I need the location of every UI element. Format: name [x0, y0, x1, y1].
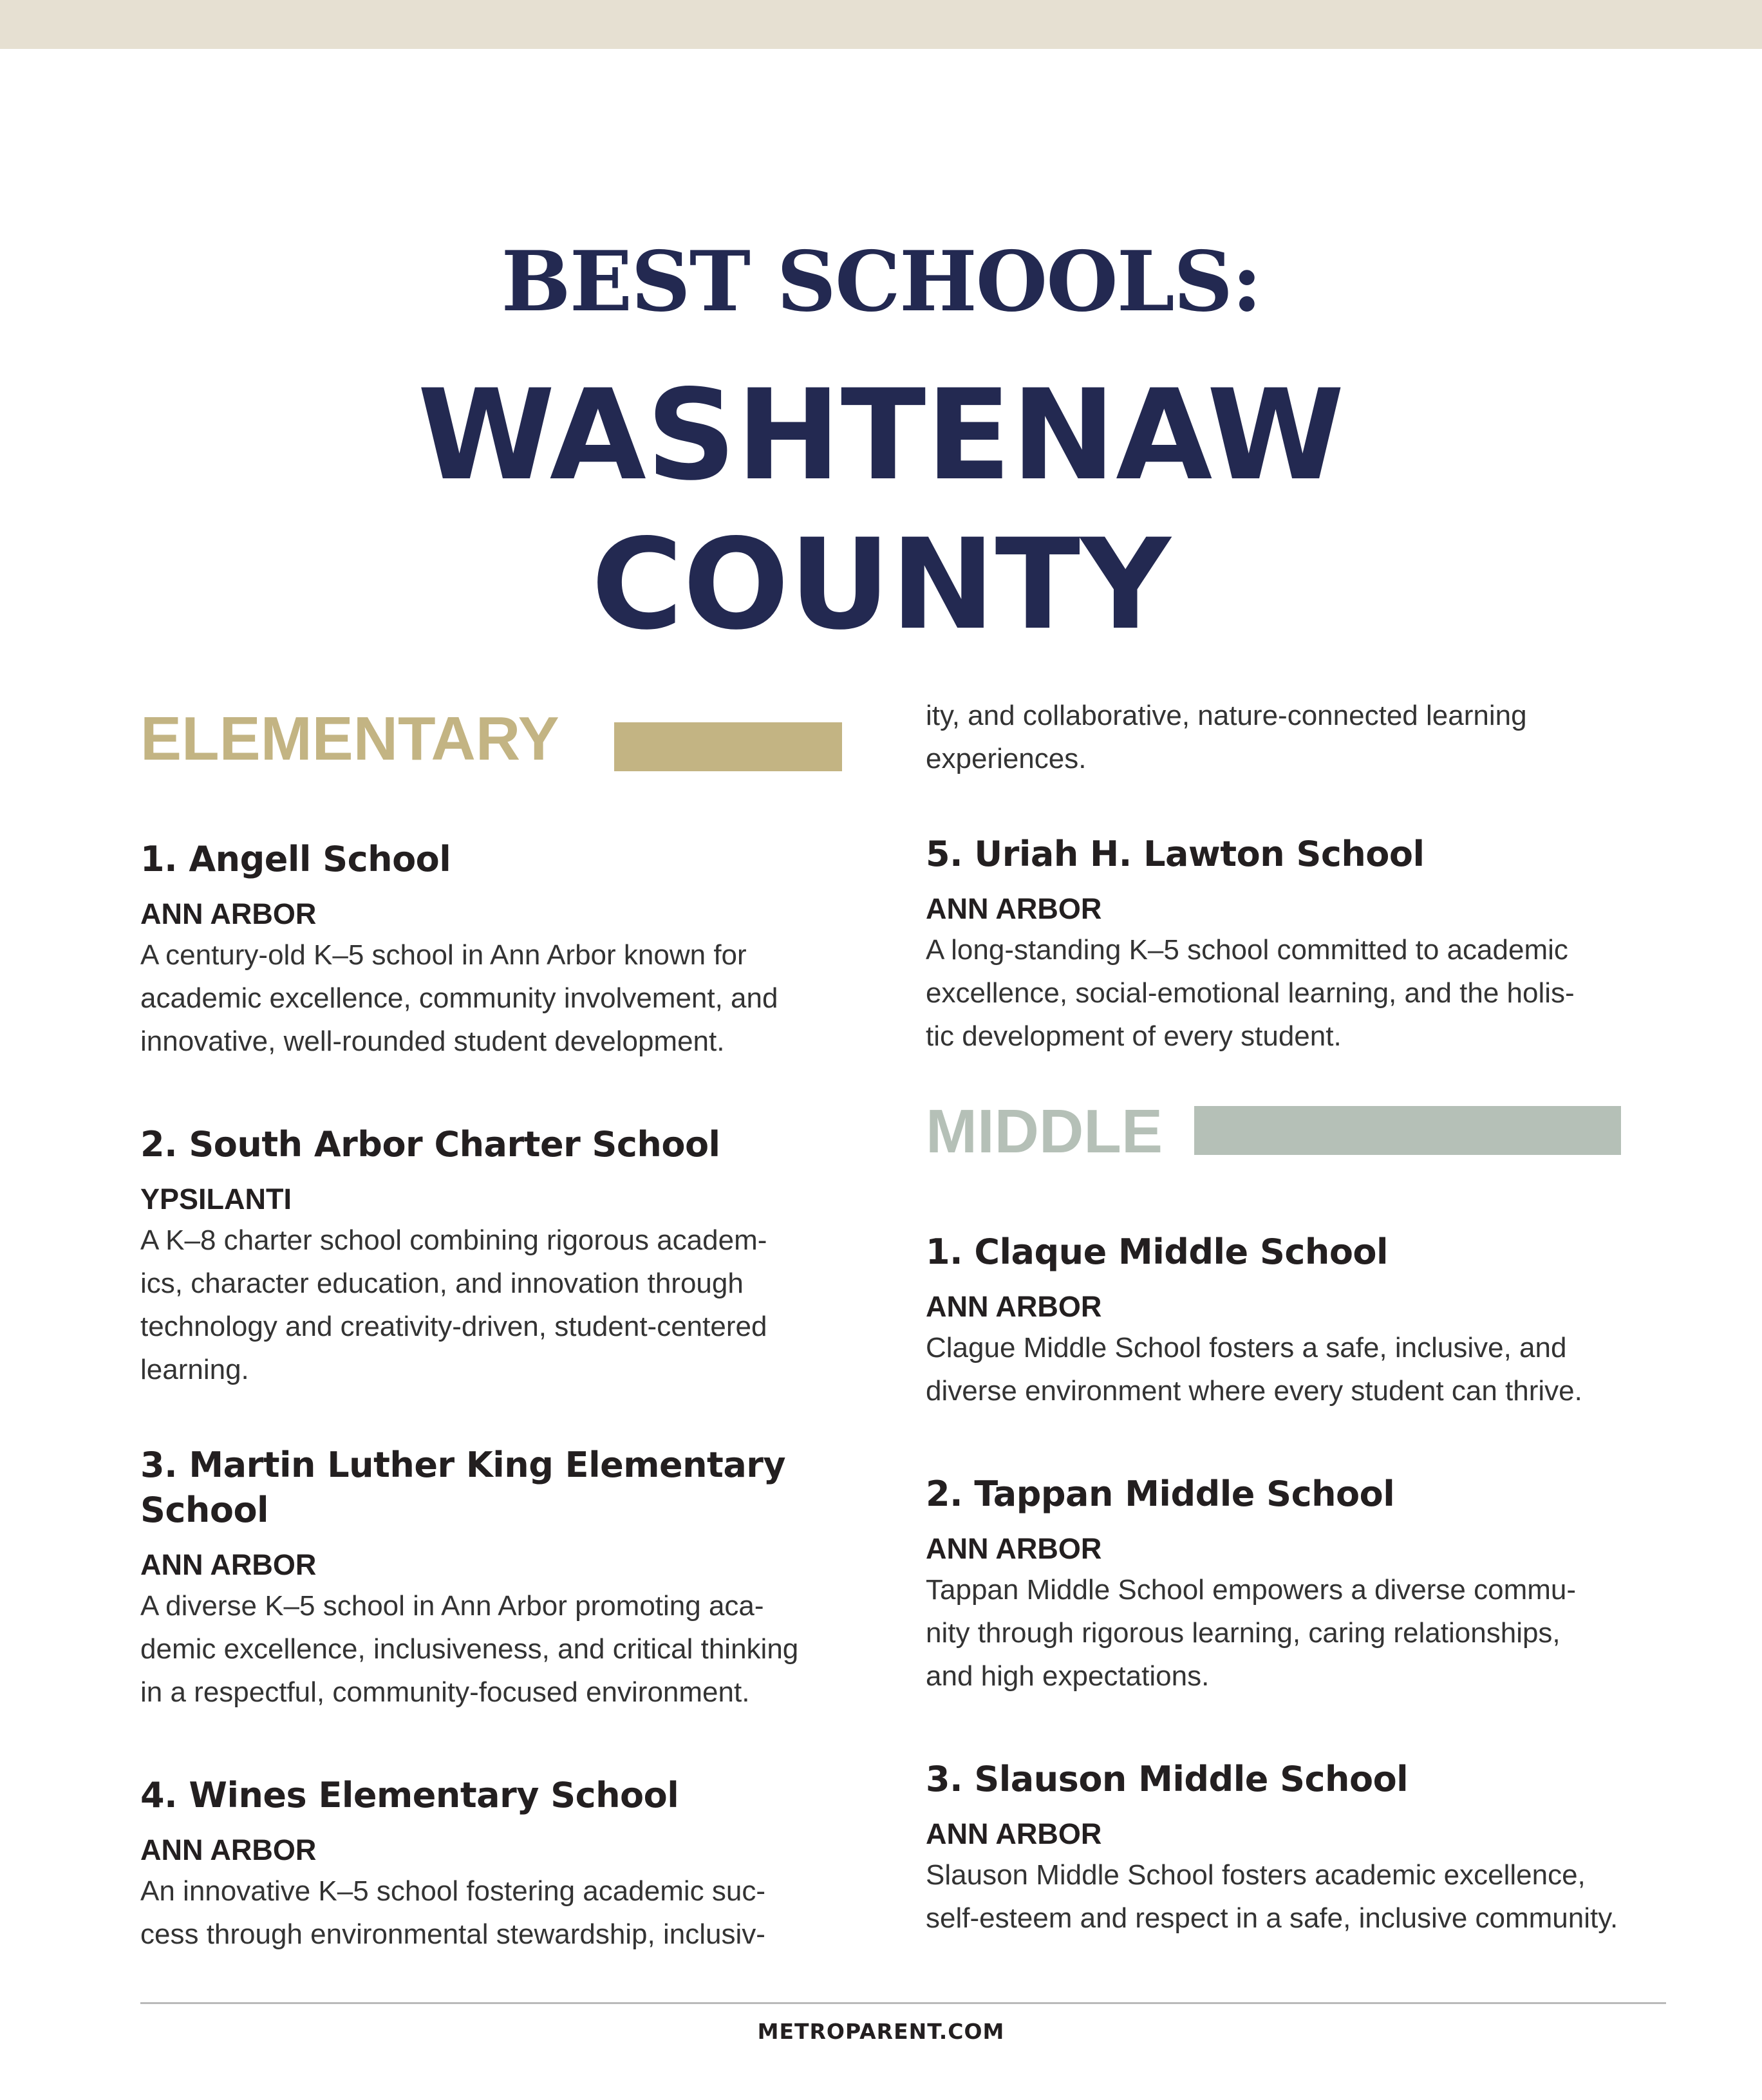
page-kicker: BEST SCHOOLS: [501, 234, 1261, 330]
school-name: 4. Wines Elementary School [140, 1775, 679, 1815]
school-description: A K–8 charter school combining rigorous academ- ics, character education, and innovation through technology and creativity-driven, student-centered learning. [140, 1224, 767, 1385]
school-description: Slauson Middle School fosters academic excellence, self-esteem and respect in a safe, inclusive community. [926, 1859, 1618, 1934]
school-entry [926, 1757, 1640, 1940]
right-column-top [926, 694, 1640, 1058]
school-description: An innovative K–5 school fostering academic suc- cess through environmental stewardship, inclusiv- [140, 1875, 765, 1950]
middle-section-heading [926, 1098, 1621, 1165]
footer-divider [140, 2002, 1666, 2004]
top-color-band [0, 0, 1762, 49]
elementary-section-heading [140, 706, 842, 773]
school-name: 1. Claque Middle School [926, 1232, 1389, 1272]
title-line-2: COUNTY [591, 512, 1171, 657]
school-description: Tappan Middle School empowers a diverse commu- nity through rigorous learning, caring relationships, and high expectations. [926, 1574, 1577, 1692]
school-city: ANN ARBOR [140, 1833, 317, 1866]
school-city: ANN ARBOR [140, 1548, 317, 1581]
school-city: ANN ARBOR [926, 1290, 1102, 1323]
school-city: YPSILANTI [140, 1183, 292, 1215]
school-name: 1. Angell School [140, 839, 451, 879]
school-city: ANN ARBOR [926, 1817, 1102, 1850]
school-entry [140, 1443, 855, 1714]
school-name: 3. Slauson Middle School [926, 1759, 1409, 1799]
school-description: A long-standing K–5 school committed to academic excellence, social-emotional learning, and the holis- tic development of every student. [926, 934, 1575, 1052]
title-line-1: WASHTENAW [417, 362, 1345, 508]
school-entry [926, 1230, 1640, 1412]
school-description: A century-old K–5 school in Ann Arbor known for academic excellence, community involvement, and innovative, well-rounded student development. [140, 939, 778, 1057]
school-description: Clague Middle School fosters a safe, inclusive, and diverse environment where every student can thrive. [926, 1332, 1582, 1407]
middle-heading-bar [1194, 1106, 1621, 1155]
school-entry [140, 1122, 855, 1391]
elementary-heading-label: ELEMENTARY [140, 704, 559, 773]
school-city: ANN ARBOR [926, 892, 1102, 925]
school-entry [140, 837, 855, 1063]
school-city: ANN ARBOR [926, 1532, 1102, 1565]
elementary-heading-bar [614, 722, 842, 771]
middle-heading-label: MIDDLE [926, 1097, 1163, 1166]
school-name: 3. Martin Luther King Elementary School [140, 1445, 786, 1530]
school-entry [926, 832, 1640, 1058]
right-column-bottom [926, 1230, 1640, 1940]
school-entry [926, 1472, 1640, 1698]
school-name: 5. Uriah H. Lawton School [926, 834, 1425, 874]
left-column [140, 837, 855, 1956]
school-description-continued: ity, and collaborative, nature-connected learning experiences. [926, 700, 1527, 774]
school-entry [140, 1773, 855, 1956]
school-name: 2. Tappan Middle School [926, 1474, 1395, 1514]
school-name: 2. South Arbor Charter School [140, 1124, 720, 1165]
school-city: ANN ARBOR [140, 897, 317, 930]
school-description: A diverse K–5 school in Ann Arbor promoting aca- demic excellence, inclusiveness, and critical thinking in a respectful, community-focused environment. [140, 1590, 799, 1708]
footer-site-link[interactable]: METROPARENT.COM [757, 2019, 1005, 2044]
page-title [0, 361, 1762, 659]
